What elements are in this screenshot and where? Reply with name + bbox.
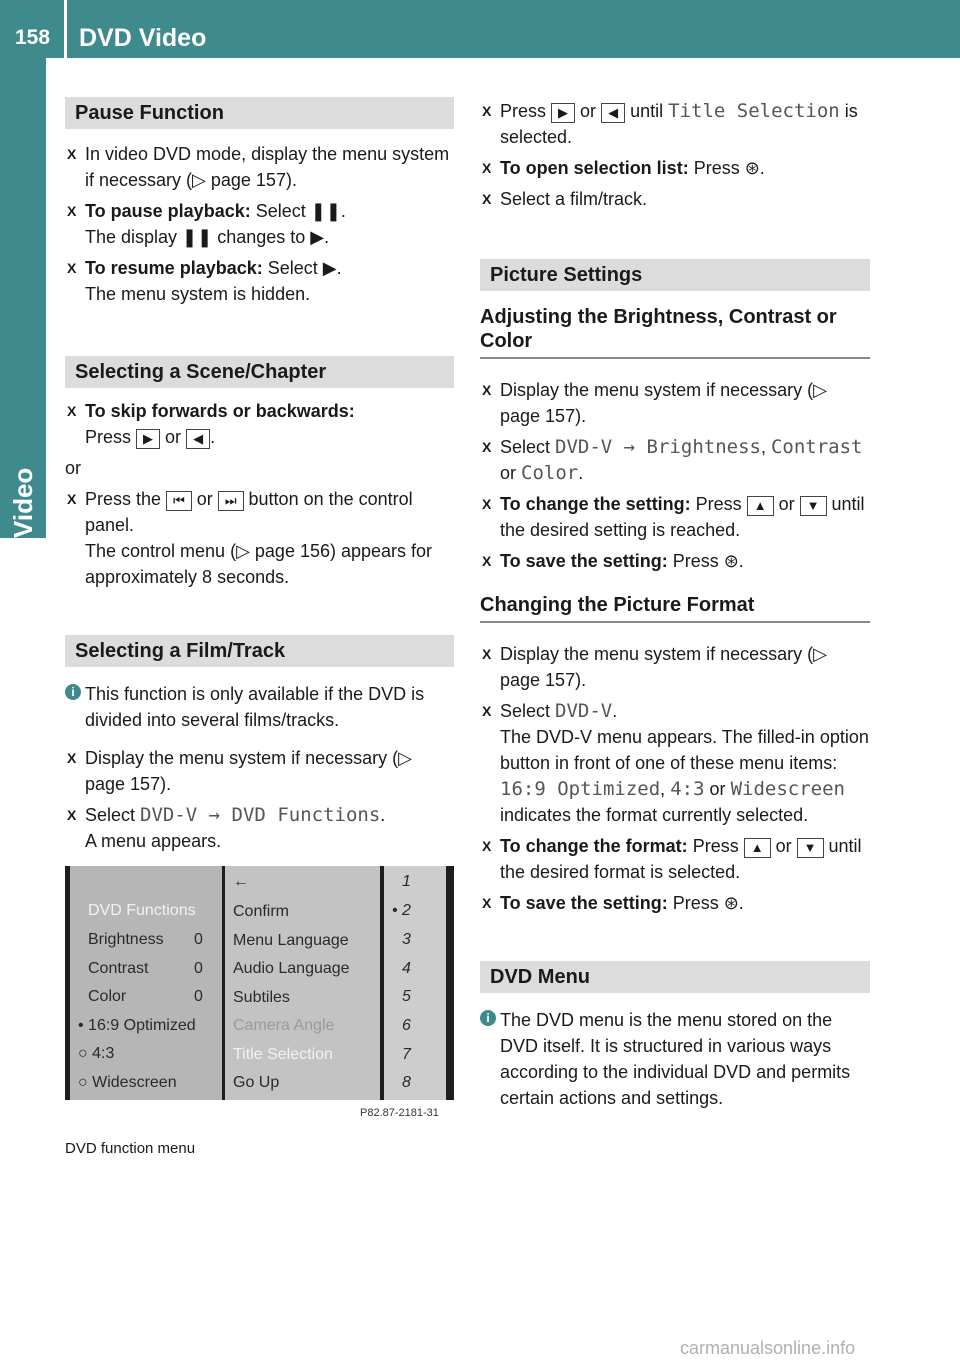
step-text: Press	[500, 101, 547, 121]
scene-step-2	[65, 486, 454, 590]
track-number: 8	[402, 1074, 411, 1091]
menu-value: 0	[194, 931, 203, 948]
step-continuation: A menu appears.	[85, 831, 222, 851]
dvd-menu-info	[480, 1007, 870, 1111]
heading-picture-settings: Picture Settings	[480, 259, 870, 291]
down-key-icon: ▼	[797, 838, 824, 858]
or-text: or	[709, 779, 726, 799]
page-number: 158	[15, 26, 51, 49]
track-number: 6	[402, 1017, 411, 1034]
menu-item: Color	[88, 988, 127, 1005]
image-code: P82.87-2181-31	[360, 1107, 439, 1119]
step-label: To save the setting:	[500, 893, 668, 913]
figure-caption: DVD function menu	[65, 1140, 196, 1157]
step-continuation: indicates the format currently selected.	[500, 805, 809, 825]
menu-value: 0	[194, 988, 203, 1005]
back-key-icon: ◀	[601, 103, 625, 123]
format-step-2	[480, 698, 870, 828]
step-text: until the desired setting is reached.	[500, 494, 865, 540]
menu-item: • 16:9 Optimized	[78, 1017, 196, 1034]
track-number: • 2	[392, 902, 411, 919]
or-text: or	[500, 463, 517, 483]
menu-item: Brightness	[88, 931, 164, 948]
format-step-1: X Display the menu system if necessary (▷ page 157).	[480, 641, 870, 693]
track-number: 3	[402, 931, 411, 948]
next-key-icon: ⏭	[218, 491, 244, 511]
menu-left-panel	[70, 866, 222, 1100]
brightness-step-1: X Display the menu system if necessary (▷ page 157).	[480, 377, 870, 429]
track-number: 7	[402, 1046, 411, 1063]
dvd-function-menu-screenshot	[65, 866, 454, 1100]
step-text: Select	[500, 701, 551, 721]
info-icon: i	[65, 684, 81, 700]
step-continuation: The control menu (▷ page 156) appears for approximately 8 seconds.	[85, 541, 433, 587]
press-text: Press	[85, 427, 132, 447]
info-icon: i	[480, 1010, 496, 1026]
format-step-3	[480, 833, 870, 885]
format-step-4	[480, 890, 870, 916]
step-label: To change the setting:	[500, 494, 691, 514]
step-text: Press	[690, 494, 742, 514]
info-text: This function is only available if the DVD is divided into several films/tracks.	[85, 684, 425, 730]
header-divider	[64, 0, 67, 58]
heading-scene: Selecting a Scene/Chapter	[65, 356, 454, 388]
menu-item-code: Contrast	[770, 436, 863, 458]
brightness-step-3	[480, 491, 870, 543]
pause-step-3	[65, 255, 454, 307]
film-step-1: X Display the menu system if necessary (▷ page 157).	[65, 745, 454, 797]
step-text: until the desired format is selected.	[500, 836, 862, 882]
menu-item: Camera Angle	[233, 1017, 335, 1034]
brightness-step-2	[480, 434, 870, 486]
step-text: Press ⊛.	[688, 158, 765, 178]
film-step-2	[65, 802, 454, 854]
period: .	[578, 463, 584, 483]
menu-item: Contrast	[88, 960, 149, 977]
chapter-title: DVD Video	[79, 24, 207, 52]
menu-item: ○ Widescreen	[78, 1074, 177, 1091]
up-key-icon: ▲	[744, 838, 771, 858]
step-text: Press the	[85, 489, 162, 509]
menu-item: ○ 4:3	[78, 1045, 115, 1062]
heading-pause: Pause Function	[65, 97, 454, 129]
comma: ,	[760, 437, 766, 457]
step-text: Select ▶.	[262, 258, 342, 278]
menu-item: Go Up	[233, 1074, 280, 1091]
or-text: or	[775, 836, 792, 856]
step-label: To resume playback:	[85, 258, 263, 278]
step-text: Select	[500, 437, 551, 457]
select-step-3: X Select a film/track.	[480, 186, 870, 212]
format-option: Widescreen	[730, 778, 845, 800]
menu-path: DVD-V → Brightness	[555, 436, 761, 458]
step-text: Press	[687, 836, 739, 856]
side-tab-label: Video	[8, 467, 38, 538]
heading-film: Selecting a Film/Track	[65, 635, 454, 667]
up-key-icon: ▲	[747, 496, 774, 516]
forward-key-icon: ▶	[551, 103, 575, 123]
step-label: To change the format:	[500, 836, 688, 856]
brightness-step-4	[480, 548, 870, 574]
until-text: until	[630, 101, 664, 121]
format-option: 4:3	[670, 778, 705, 800]
track-number: 1	[402, 873, 411, 890]
subheading-picture-format: Changing the Picture Format	[480, 594, 755, 616]
down-key-icon: ▼	[800, 496, 827, 516]
heading-dvd-menu: DVD Menu	[480, 961, 870, 993]
left-column	[65, 97, 454, 859]
previous-key-icon: ⏮	[166, 491, 192, 511]
step-label: To skip forwards or backwards:	[85, 401, 355, 421]
step-text: is selected.	[500, 101, 858, 147]
step-text: button on the control panel.	[85, 489, 413, 535]
menu-item: Menu Language	[233, 932, 349, 949]
menu-item-code: Title Selection	[668, 100, 840, 122]
step-label: To save the setting:	[500, 551, 668, 571]
menu-item: Subtiles	[233, 989, 290, 1006]
step-label: To pause playback:	[85, 201, 251, 221]
film-info	[65, 681, 454, 733]
divider	[480, 621, 870, 623]
menu-item-code: DVD-V	[555, 700, 613, 722]
side-tab	[0, 58, 46, 538]
menu-item: Confirm	[233, 903, 290, 920]
divider	[480, 357, 870, 359]
step-continuation: The DVD-V menu appears. The filled-in option button in front of one of these menu items:	[500, 727, 869, 773]
menu-path: DVD-V → DVD Functions	[140, 804, 381, 826]
or-text: or	[778, 494, 795, 514]
or-text: or	[196, 489, 213, 509]
track-number: 5	[402, 988, 411, 1005]
step-label: To open selection list:	[500, 158, 689, 178]
step-text: Press ⊛.	[667, 893, 744, 913]
step-text: Select	[85, 805, 136, 825]
watermark: carmanualsonline.info	[680, 1338, 856, 1358]
forward-key-icon: ▶	[136, 429, 160, 449]
pause-step-1: X In video DVD mode, display the menu system if necessary (▷ page 157).	[65, 141, 454, 193]
right-column	[480, 98, 870, 1111]
or-text: or	[165, 427, 182, 447]
subheading-brightness: Adjusting the Brightness, Contrast or Color	[480, 306, 837, 352]
step-continuation: The menu system is hidden.	[85, 284, 311, 304]
menu-item: Title Selection	[233, 1046, 333, 1063]
menu-item-code: Color	[521, 462, 579, 484]
track-number: 4	[402, 960, 411, 977]
period: .	[380, 805, 386, 825]
menu-item: DVD Functions	[88, 902, 196, 919]
or-separator: or	[65, 458, 82, 478]
step-continuation: The display ❚❚ changes to ▶.	[85, 227, 330, 247]
menu-right-panel	[384, 866, 446, 1100]
period: .	[612, 701, 618, 721]
format-option: 16:9 Optimized	[500, 778, 661, 800]
select-step-1	[480, 98, 870, 150]
step-text: Press ⊛.	[667, 551, 744, 571]
pause-step-2	[65, 198, 454, 250]
page-header	[0, 0, 960, 58]
back-arrow-icon: ←	[233, 873, 249, 890]
select-step-2	[480, 155, 870, 181]
menu-middle-panel	[225, 866, 380, 1100]
scene-step-1: X To skip forwards or backwards: Press ▶ or ◀ .	[65, 398, 454, 450]
step-text: Select ❚❚.	[250, 201, 346, 221]
menu-value: 0	[194, 960, 203, 977]
info-text: The DVD menu is the menu stored on the DVD itself. It is structured in various ways according to the individual DVD and permits certain actions and settings.	[500, 1010, 851, 1108]
or-text: or	[580, 101, 597, 121]
comma: ,	[660, 779, 666, 799]
menu-item: Audio Language	[233, 960, 350, 977]
back-key-icon: ◀	[186, 429, 210, 449]
